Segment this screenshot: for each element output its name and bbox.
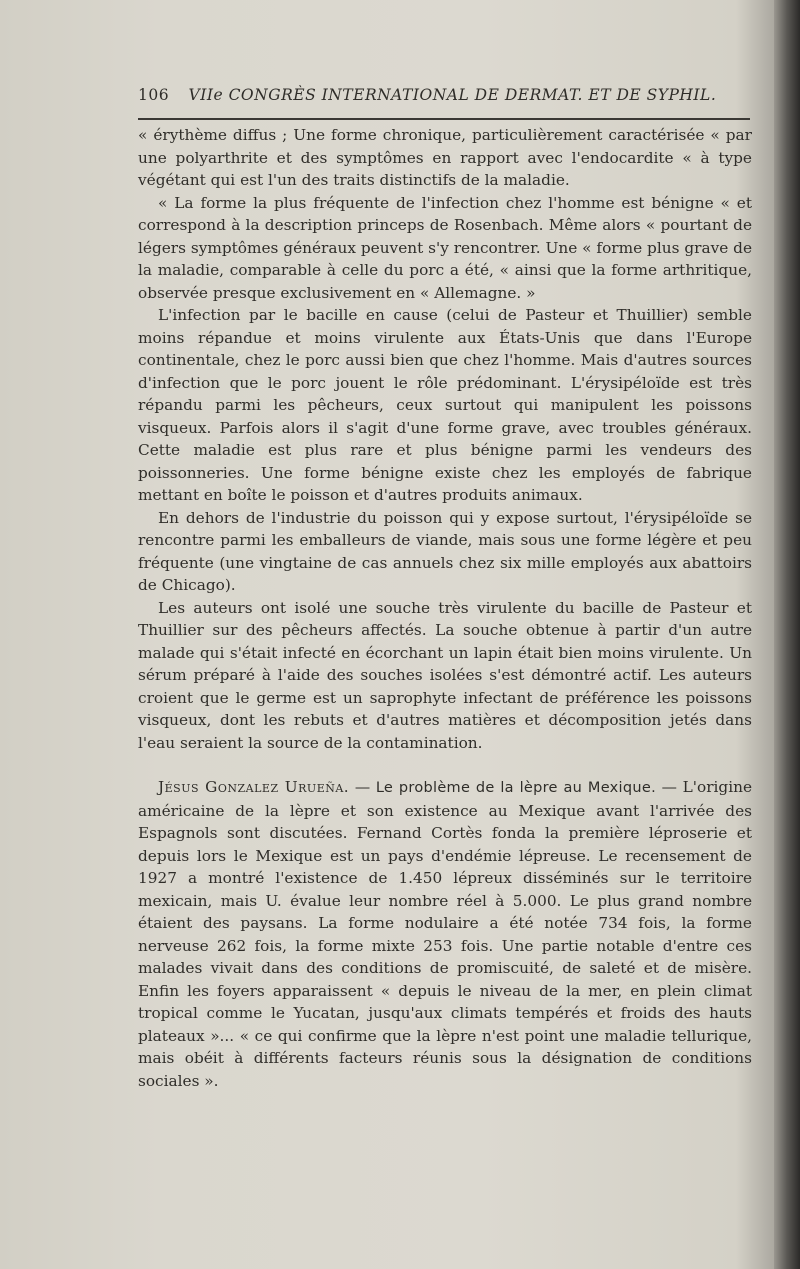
article-title: Le problème de la lèpre au Mexique.	[375, 780, 656, 796]
paragraph-authors: Les auteurs ont isolé une souche très virulente du bacille de Pasteur et Thuillier sur des pêcheurs affectés. La souche obtenue à partir d'un autre malade qui s'était infecté en écorchant un lapin était bien moins virulente. Un sérum préparé à l'aide des souches isolées s'est démontré actif. Les auteurs croient que le germe est un saprophyte infectant de préférence les poissons visqueux, dont les rebuts et d'autres matières et décomposition jetés dans l'eau seraient la source de la contamination.	[138, 598, 752, 752]
running-header	[138, 86, 748, 104]
body-text	[138, 124, 752, 1092]
article-body: L'origine américaine de la lèpre et son existence au Mexique avant l'arrivée des Espagnols sont discutées. Fernand Cortès fonda la première léproserie et depuis lors le Mexique est un pays d'endémie lépreuse. Le recensement de 1927 a montré l'existence de 1.450 lépreux disséminés sur le territoire mexicain, mais U. évalue leur nombre réel à 5.000. Le plus grand nombre étaient des paysans. La forme nodulaire a été notée 734 fois, la forme nerveuse 262 fois, la forme mixte 253 fois. Une partie notable d'entre ces malades vivait dans des conditions de promiscuité, de saleté et de misère. Enfin les foyers apparaissent « depuis le niveau de la mer, en plein climat tropical comme le Yucatan, jusqu'aux climats tempérés et froids des hauts plateaux »... « ce qui confirme que la lèpre n'est point une maladie tellurique, mais obéit à différents facteurs réunis sous la désignation de conditions sociales ».	[138, 778, 753, 1090]
page-number: 106	[138, 86, 170, 104]
paragraph-infection: L'infection par le bacille en cause (celui de Pasteur et Thuillier) semble moins répandue et moins virulente aux États-Unis que dans l'Europe continentale, chez le porc aussi bien que chez l'homme. Mais d'autres sources d'infection que le porc jouent le rôle prédominant. L'érysipéloïde est très répandu parmi les pêcheurs, ceux surtout qui manipulent les poissons visqueux. Parfois alors il s'agit d'une forme grave, avec troubles généraux. Cette maladie est plus rare et plus bénigne parmi les vendeurs des poissonneries. Une forme bénigne existe chez les employés de fabrique mettant en boîte le poisson et d'autres produits animaux.	[138, 306, 752, 504]
article-abstract	[138, 776, 752, 1092]
paragraph-quote-2: « La forme la plus fréquente de l'infection chez l'homme est bénigne « et correspond à la description princeps de Rosenbach. Même alors « pourtant de légers symptômes généraux peuvent s'y rencontrer. Une « forme plus grave de la maladie, comparable à celle du porc a été, « ainsi que la forme arthritique, observée presque exclusivement en « Allemagne. »	[138, 193, 752, 302]
paragraph-quote-1: « érythème diffus ; Une forme chronique, particulièrement caractérisée « par une polyarthrite et des symptômes en rapport avec l'endocardite « à type végétant qui est l'un des traits distinctifs de la maladie.	[138, 126, 752, 189]
header-rule	[138, 118, 750, 120]
article-dash-2: —	[656, 778, 683, 796]
article-dash: —	[349, 778, 376, 796]
paragraph-industry: En dehors de l'industrie du poisson qui y expose surtout, l'érysipéloïde se rencontre parmi les emballeurs de viande, mais sous une forme légère et peu fréquente (une vingtaine de cas annuels chez six mille employés aux abattoirs de Chicago).	[138, 508, 752, 594]
running-title: VIIe CONGRÈS INTERNATIONAL DE DERMAT. ET DE SYPHIL.	[188, 86, 717, 104]
book-spine-shadow	[774, 0, 800, 1269]
article-author: Jésus Gonzalez Urueña.	[158, 778, 350, 796]
